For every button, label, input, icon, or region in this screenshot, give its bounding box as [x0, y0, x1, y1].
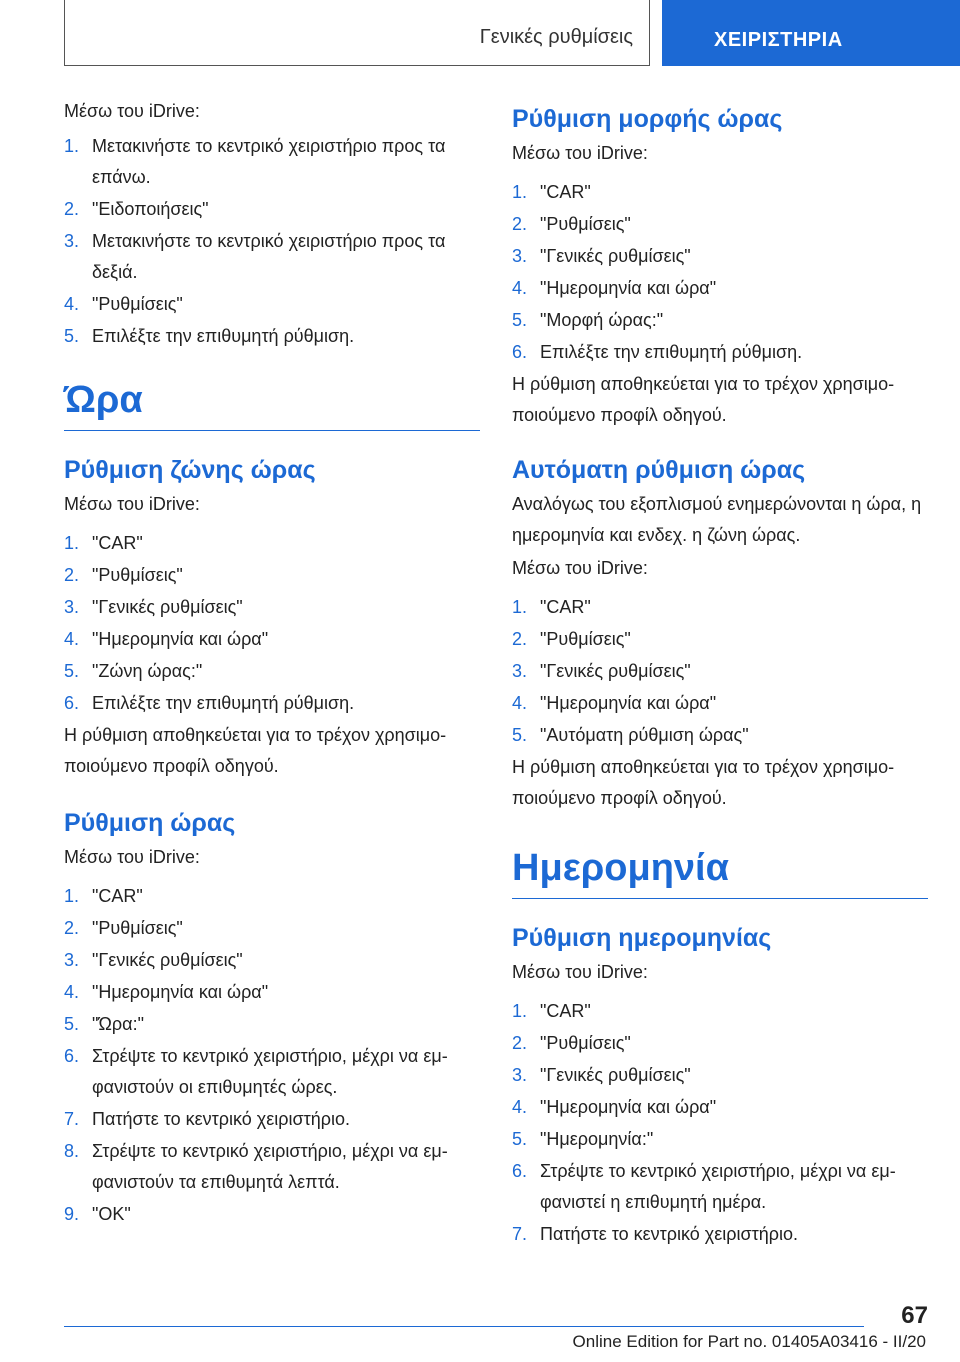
step-text: "Ρυθμίσεις": [92, 918, 183, 938]
list-item: [64, 913, 480, 944]
step-text: "Ημερομηνία και ώρα": [92, 629, 269, 649]
step-number: 2.: [512, 1033, 528, 1053]
step-text: "CAR": [92, 886, 143, 906]
step-number: 6.: [64, 1046, 80, 1066]
step-number: 3.: [512, 661, 528, 681]
step-number: 6.: [64, 693, 80, 713]
list-item: [64, 881, 480, 912]
list-item: [512, 209, 928, 240]
step-text: "Ρυθμίσεις": [540, 214, 631, 234]
note-text: Η ρύθμιση αποθηκεύεται για το τρέχον χρησιμο-ποιούμενο προφίλ οδηγού.: [64, 725, 447, 776]
step-number: 7.: [64, 1109, 80, 1129]
step-number: 3.: [512, 246, 528, 266]
list-item: [512, 592, 928, 623]
page-header: [0, 0, 960, 68]
list-item: [64, 592, 480, 623]
step-number: 5.: [64, 1014, 80, 1034]
step-number: 9.: [64, 1204, 80, 1224]
step-text: "Ημερομηνία και ώρα": [540, 1097, 717, 1117]
step-text: "Μορφή ώρας:": [540, 310, 664, 330]
step-number: 6.: [512, 1161, 528, 1181]
steps-list: [512, 996, 928, 1250]
step-text: "Γενικές ρυθμίσεις": [540, 246, 691, 266]
step-number: 1.: [64, 136, 80, 156]
page-number: 67: [901, 1302, 928, 1329]
step-text: Στρέψτε το κεντρικό χειριστήριο, μέχρι να εμ-φανιστούν τα επιθυμητά λεπτά.: [92, 1141, 448, 1192]
step-number: 5.: [512, 725, 528, 745]
step-number: 4.: [512, 693, 528, 713]
list-item: [64, 656, 480, 687]
intro-text: Μέσω του iDrive:: [64, 101, 200, 121]
header-section-title: Γενικές ρυθμίσεις: [479, 26, 633, 48]
step-text: "CAR": [92, 533, 143, 553]
header-chapter-tab: [662, 0, 960, 66]
intro-text: Μέσω του iDrive:: [512, 962, 648, 982]
list-item: [512, 1060, 928, 1091]
step-text: "Ειδοποιήσεις": [92, 199, 209, 219]
step-text: "Αυτόματη ρύθμιση ώρας": [540, 725, 749, 745]
step-number: 5.: [512, 310, 528, 330]
list-item: [512, 1219, 928, 1250]
step-number: 2.: [64, 565, 80, 585]
footer-divider: [64, 1326, 864, 1327]
list-item: [64, 1009, 480, 1040]
step-text: Στρέψτε το κεντρικό χειριστήριο, μέχρι να εμ-φανιστούν οι επιθυμητές ώρες.: [92, 1046, 448, 1097]
footer-edition: Online Edition for Part no. 01405A03416 - II/20: [572, 1332, 926, 1351]
step-number: 1.: [512, 597, 528, 617]
step-text: "Ρυθμίσεις": [92, 565, 183, 585]
description-text: Αναλόγως του εξοπλισμού ενημερώνονται η ώρα, η ημερομηνία και ενδεχ. η ζώνη ώρας.: [512, 494, 922, 545]
list-item: [64, 977, 480, 1008]
step-number: 7.: [512, 1224, 528, 1244]
list-item: [64, 945, 480, 976]
header-section-box: [64, 0, 650, 66]
list-item: [64, 1104, 480, 1135]
step-number: 6.: [512, 342, 528, 362]
step-text: Πατήστε το κεντρικό χειριστήριο.: [540, 1224, 798, 1244]
steps-list: [512, 177, 928, 368]
heading-time-zone: Ρύθμιση ζώνης ώρας: [64, 456, 316, 484]
step-number: 8.: [64, 1141, 80, 1161]
step-text: "CAR": [540, 597, 591, 617]
step-number: 3.: [64, 231, 80, 251]
step-text: Επιλέξτε την επιθυμητή ρύθμιση.: [540, 342, 803, 362]
heading-set-time: Ρύθμιση ώρας: [64, 809, 236, 837]
step-number: 2.: [64, 918, 80, 938]
intro-text: Μέσω του iDrive:: [64, 847, 200, 867]
step-number: 1.: [64, 533, 80, 553]
steps-list: [64, 131, 480, 352]
step-number: 5.: [512, 1129, 528, 1149]
steps-list: [64, 528, 480, 719]
steps-list: [64, 881, 480, 1230]
step-text: "Ημερομηνία και ώρα": [540, 278, 717, 298]
step-text: "CAR": [540, 1001, 591, 1021]
list-item: [64, 560, 480, 591]
section-heading-time: [64, 378, 480, 431]
left-column: [64, 96, 480, 1231]
step-text: "CAR": [540, 182, 591, 202]
step-text: "Ρυθμίσεις": [540, 1033, 631, 1053]
list-item: [512, 996, 928, 1027]
step-text: "Ζώνη ώρας:": [92, 661, 203, 681]
list-item: [512, 1124, 928, 1155]
step-text: "Γενικές ρυθμίσεις": [540, 661, 691, 681]
step-number: 4.: [64, 629, 80, 649]
list-item: [64, 1041, 480, 1103]
list-item: [64, 194, 480, 225]
list-item: [512, 241, 928, 272]
heading-date: Ημερομηνία: [512, 847, 729, 889]
list-item: [64, 624, 480, 655]
step-number: 3.: [64, 950, 80, 970]
list-item: [512, 624, 928, 655]
step-text: Επιλέξτε την επιθυμητή ρύθμιση.: [92, 326, 355, 346]
list-item: [64, 226, 480, 288]
step-text: "Ημερομηνία και ώρα": [540, 693, 717, 713]
step-number: 3.: [512, 1065, 528, 1085]
heading-set-date: Ρύθμιση ημερομηνίας: [512, 924, 772, 952]
list-item: [512, 1156, 928, 1218]
heading-time: Ώρα: [64, 379, 143, 421]
step-number: 5.: [64, 326, 80, 346]
list-item: [64, 688, 480, 719]
section-heading-date: [512, 846, 928, 899]
right-column: [512, 96, 928, 1251]
step-text: Στρέψτε το κεντρικό χειριστήριο, μέχρι να εμ-φανιστεί η επιθυμητή ημέρα.: [540, 1161, 896, 1212]
intro-text: Μέσω του iDrive:: [64, 494, 200, 514]
step-text: "OK": [92, 1204, 131, 1224]
step-number: 4.: [512, 278, 528, 298]
step-number: 4.: [512, 1097, 528, 1117]
list-item: [64, 131, 480, 193]
step-number: 1.: [512, 182, 528, 202]
list-item: [64, 289, 480, 320]
list-item: [512, 337, 928, 368]
list-item: [512, 1028, 928, 1059]
list-item: [512, 1092, 928, 1123]
step-number: 4.: [64, 982, 80, 1002]
list-item: [512, 305, 928, 336]
step-text: "Ημερομηνία και ώρα": [92, 982, 269, 1002]
step-text: "Γενικές ρυθμίσεις": [92, 597, 243, 617]
step-number: 1.: [512, 1001, 528, 1021]
list-item: [512, 656, 928, 687]
step-text: "Ημερομηνία:": [540, 1129, 654, 1149]
list-item: [512, 273, 928, 304]
step-text: "Ρυθμίσεις": [92, 294, 183, 314]
heading-time-format: Ρύθμιση μορφής ώρας: [512, 105, 783, 133]
step-text: Επιλέξτε την επιθυμητή ρύθμιση.: [92, 693, 355, 713]
step-text: "Γενικές ρυθμίσεις": [92, 950, 243, 970]
list-item: [512, 177, 928, 208]
step-number: 2.: [512, 629, 528, 649]
list-item: [512, 720, 928, 751]
step-number: 5.: [64, 661, 80, 681]
step-text: "Ρυθμίσεις": [540, 629, 631, 649]
step-text: "Γενικές ρυθμίσεις": [540, 1065, 691, 1085]
list-item: [512, 688, 928, 719]
step-number: 2.: [64, 199, 80, 219]
steps-list: [512, 592, 928, 751]
heading-auto-time: Αυτόματη ρύθμιση ώρας: [512, 456, 806, 484]
note-text: Η ρύθμιση αποθηκεύεται για το τρέχον χρησιμο-ποιούμενο προφίλ οδηγού.: [512, 374, 895, 425]
note-text: Η ρύθμιση αποθηκεύεται για το τρέχον χρησιμο-ποιούμενο προφίλ οδηγού.: [512, 757, 895, 808]
step-number: 3.: [64, 597, 80, 617]
step-text: Μετακινήστε το κεντρικό χειριστήριο προς τα δεξιά.: [92, 231, 446, 282]
list-item: [64, 528, 480, 559]
list-item: [64, 1199, 480, 1230]
intro-text: Μέσω του iDrive:: [512, 143, 648, 163]
step-text: Πατήστε το κεντρικό χειριστήριο.: [92, 1109, 350, 1129]
step-number: 2.: [512, 214, 528, 234]
step-text: Μετακινήστε το κεντρικό χειριστήριο προς τα επάνω.: [92, 136, 446, 187]
step-number: 4.: [64, 294, 80, 314]
step-text: "Ώρα:": [92, 1014, 144, 1034]
header-chapter-title: ΧΕΙΡΙΣΤΗΡΙΑ: [714, 29, 843, 51]
intro-text: Μέσω του iDrive:: [512, 558, 648, 578]
list-item: [64, 321, 480, 352]
step-number: 1.: [64, 886, 80, 906]
list-item: [64, 1136, 480, 1198]
